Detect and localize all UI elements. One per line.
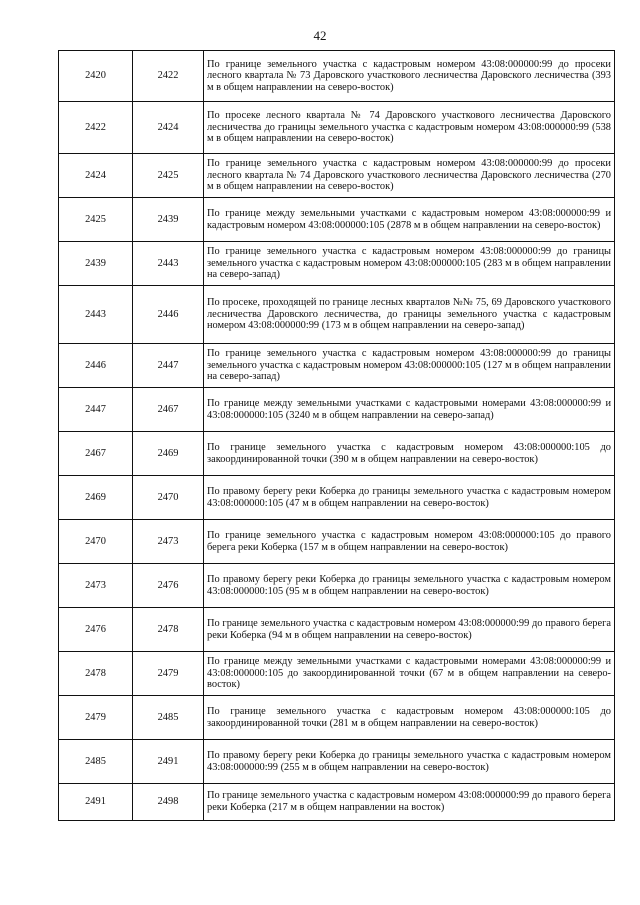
point-to-cell: 2498 [133, 784, 204, 821]
boundary-description-cell: По границе между земельными участками с кадастровым номером 43:08:000000:99 и кадастровым номером 43:08:000000:105 (2878 м в общем направлении на северо-восток) [204, 198, 615, 242]
point-from-cell: 2467 [59, 432, 133, 476]
page-number: 42 [313, 28, 327, 43]
point-from-cell: 2420 [59, 51, 133, 102]
boundary-description-cell: По границе между земельными участками с кадастровыми номерами 43:08:000000:99 и 43:08:000000:105 до закоординированной точки (67 м в общем направлении на северо-восток) [204, 652, 615, 696]
point-to-cell: 2478 [133, 608, 204, 652]
boundary-description-cell: По границе земельного участка с кадастровым номером 43:08:000000:99 до правого берега реки Коберка (94 м в общем направлении на северо-восток) [204, 608, 615, 652]
point-from-cell: 2478 [59, 652, 133, 696]
point-from-cell: 2476 [59, 608, 133, 652]
point-to-cell: 2470 [133, 476, 204, 520]
table-row [59, 740, 615, 784]
table-row [59, 520, 615, 564]
point-to-cell: 2424 [133, 102, 204, 154]
boundary-description-cell: По правому берегу реки Коберка до границы земельного участка с кадастровым номером 43:08:000000:105 (47 м в общем направлении на северо-восток) [204, 476, 615, 520]
point-from-cell: 2470 [59, 520, 133, 564]
point-from-cell: 2473 [59, 564, 133, 608]
boundary-description-cell: По правому берегу реки Коберка до границы земельного участка с кадастровым номером 43:08:000000:99 (255 м в общем направлении на северо-восток) [204, 740, 615, 784]
boundary-description-cell: По границе земельного участка с кадастровым номером 43:08:000000:99 до границы земельного участка с кадастровым номером 43:08:000000:105 (127 м в общем направлении на северо-запад) [204, 344, 615, 388]
point-from-cell: 2422 [59, 102, 133, 154]
boundary-table-body [59, 51, 615, 821]
point-from-cell: 2425 [59, 198, 133, 242]
point-from-cell: 2424 [59, 154, 133, 198]
point-from-cell: 2485 [59, 740, 133, 784]
table-row [59, 344, 615, 388]
point-to-cell: 2491 [133, 740, 204, 784]
point-from-cell: 2447 [59, 388, 133, 432]
point-from-cell: 2439 [59, 242, 133, 286]
table-row [59, 242, 615, 286]
table-row [59, 198, 615, 242]
table-row [59, 784, 615, 821]
point-from-cell: 2491 [59, 784, 133, 821]
point-to-cell: 2479 [133, 652, 204, 696]
point-to-cell: 2467 [133, 388, 204, 432]
table-row [59, 652, 615, 696]
boundary-description-cell: По правому берегу реки Коберка до границы земельного участка с кадастровым номером 43:08:000000:105 (95 м в общем направлении на северо-восток) [204, 564, 615, 608]
point-to-cell: 2447 [133, 344, 204, 388]
point-to-cell: 2485 [133, 696, 204, 740]
point-from-cell: 2446 [59, 344, 133, 388]
table-row [59, 564, 615, 608]
boundary-table [58, 50, 615, 821]
boundary-description-cell: По границе земельного участка с кадастровым номером 43:08:000000:99 до просеки лесного квартала № 74 Даровского участкового лесничества Даровского лесничества (270 м в общем направлении на северо-восток) [204, 154, 615, 198]
point-from-cell: 2443 [59, 286, 133, 344]
table-row [59, 154, 615, 198]
table-row [59, 388, 615, 432]
boundary-description-cell: По границе земельного участка с кадастровым номером 43:08:000000:105 до закоординированной точки (281 м в общем направлении на северо-восток) [204, 696, 615, 740]
point-to-cell: 2439 [133, 198, 204, 242]
point-to-cell: 2469 [133, 432, 204, 476]
table-row [59, 432, 615, 476]
point-to-cell: 2476 [133, 564, 204, 608]
table-row [59, 102, 615, 154]
point-to-cell: 2425 [133, 154, 204, 198]
boundary-description-cell: По границе земельного участка с кадастровым номером 43:08:000000:99 до просеки лесного квартала № 73 Даровского участкового лесничества Даровского лесничества (393 м в общем направлении на северо-восток) [204, 51, 615, 102]
point-from-cell: 2469 [59, 476, 133, 520]
table-row [59, 608, 615, 652]
table-row [59, 696, 615, 740]
table-row [59, 51, 615, 102]
point-from-cell: 2479 [59, 696, 133, 740]
boundary-description-cell: По границе земельного участка с кадастровым номером 43:08:000000:105 до закоординированной точки (390 м в общем направлении на северо-восток) [204, 432, 615, 476]
table-row [59, 476, 615, 520]
point-to-cell: 2473 [133, 520, 204, 564]
boundary-description-cell: По границе земельного участка с кадастровым номером 43:08:000000:99 до правого берега реки Коберка (217 м в общем направлении на восток) [204, 784, 615, 821]
point-to-cell: 2443 [133, 242, 204, 286]
boundary-description-cell: По границе земельного участка с кадастровым номером 43:08:000000:105 до правого берега реки Коберка (157 м в общем направлении на северо-восток) [204, 520, 615, 564]
boundary-description-cell: По просеке, проходящей по границе лесных кварталов №№ 75, 69 Даровского участкового лесничества Даровского лесничества, до границы земельного участка с кадастровым номером 43:08:000000:99 (173 м в общем направлении на северо-запад) [204, 286, 615, 344]
boundary-description-cell: По границе между земельными участками с кадастровыми номерами 43:08:000000:99 и 43:08:000000:105 (3240 м в общем направлении на северо-запад) [204, 388, 615, 432]
table-row [59, 286, 615, 344]
boundary-description-cell: По границе земельного участка с кадастровым номером 43:08:000000:99 до границы земельного участка с кадастровым номером 43:08:000000:105 (283 м в общем направлении на северо-запад) [204, 242, 615, 286]
point-to-cell: 2446 [133, 286, 204, 344]
point-to-cell: 2422 [133, 51, 204, 102]
boundary-description-cell: По просеке лесного квартала № 74 Даровского участкового лесничества Даровского лесничества до границы земельного участка с кадастровым номером 43:08:000000:99 (538 м в общем направлении на северо-восток) [204, 102, 615, 154]
